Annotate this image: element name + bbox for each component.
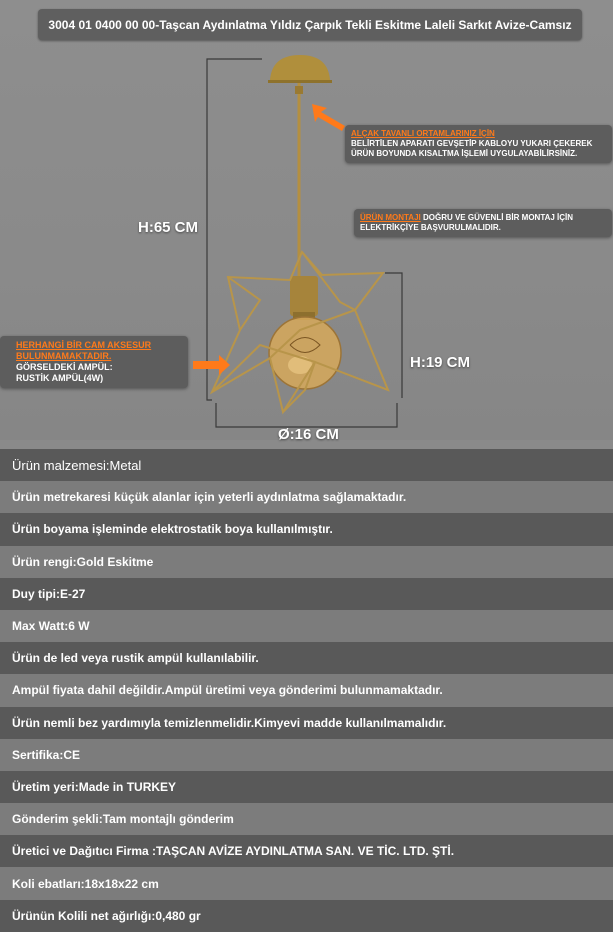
spec-row: Ürün boyama işleminde elektrostatik boya kullanılmıştır. — [0, 513, 613, 545]
glass-body-2: RUSTİK AMPÜL(4W) — [16, 373, 104, 383]
glass-note — [0, 336, 188, 388]
product-title: 3004 01 0400 00 00-Taşcan Aydınlatma Yıldız Çarpık Tekli Eskitme Laleli Sarkıt Avize-Camsız — [38, 9, 582, 40]
spec-row: Üretim yeri:Made in TURKEY — [0, 771, 613, 803]
spec-row: Ürün rengi:Gold Eskitme — [0, 546, 613, 578]
spec-row: Ürün de led veya rustik ampül kullanılabilir. — [0, 642, 613, 674]
ceiling-canopy — [270, 55, 330, 80]
spec-row: Ampül fiyata dahil değildir.Ampül üretimi veya gönderimi bulunmamaktadır. — [0, 674, 613, 706]
glass-title: HERHANGİ BİR CAM AKSESUR BULUNMAMAKTADIR. — [16, 340, 152, 361]
spec-row: Ürünün Kolili net ağırlığı:0,480 gr — [0, 900, 613, 932]
spec-row: Ürün malzemesi:Metal — [0, 449, 613, 481]
spec-row: Üretici ve Dağıtıcı Firma :TAŞCAN AVİZE AYDINLATMA SAN. VE TİC. LTD. ŞTİ. — [0, 835, 613, 867]
low-ceiling-note — [345, 125, 612, 163]
height-small-dimension-label: H:19 CM — [410, 354, 471, 371]
low-ceiling-title: ALÇAK TAVANLI ORTAMLARINIZ İÇİN — [351, 129, 495, 138]
spec-row: Gönderim şekli:Tam montajlı gönderim — [0, 803, 613, 835]
spec-row: Duy tipi:E-27 — [0, 578, 613, 610]
spec-row: Ürün nemli bez yardımıyla temizlenmelidir.Kimyevi madde kullanılmamalıdır. — [0, 707, 613, 739]
spec-row: Ürün metrekaresi küçük alanlar için yeterli aydınlatma sağlamaktadır. — [0, 481, 613, 513]
install-body: DOĞRU VE GÜVENLİ BİR MONTAJ İÇİN ELEKTRİKÇİYE BAŞVURULMALIDIR. — [360, 213, 574, 232]
low-ceiling-body: BELİRTİLEN APARATI GEVŞETİP KABLOYU YUKARI ÇEKEREK ÜRÜN BOYUNDA KISALTMA İŞLEMİ UYGULAYABİLİRSİNİZ. — [351, 139, 593, 158]
spec-row: Koli ebatları:18x18x22 cm — [0, 867, 613, 899]
diameter-dimension-label: Ø:16 CM — [278, 426, 339, 443]
height-dimension-label: H:65 CM — [138, 219, 199, 236]
lamp-socket — [290, 276, 318, 316]
install-title: ÜRÜN MONTAJI — [360, 213, 421, 222]
spec-row: Max Watt:6 W — [0, 610, 613, 642]
spec-row: Sertifika:CE — [0, 739, 613, 771]
install-note — [354, 209, 612, 237]
glass-body-1: GÖRSELDEKİ AMPÜL: — [16, 362, 113, 372]
spec-list — [0, 449, 613, 932]
